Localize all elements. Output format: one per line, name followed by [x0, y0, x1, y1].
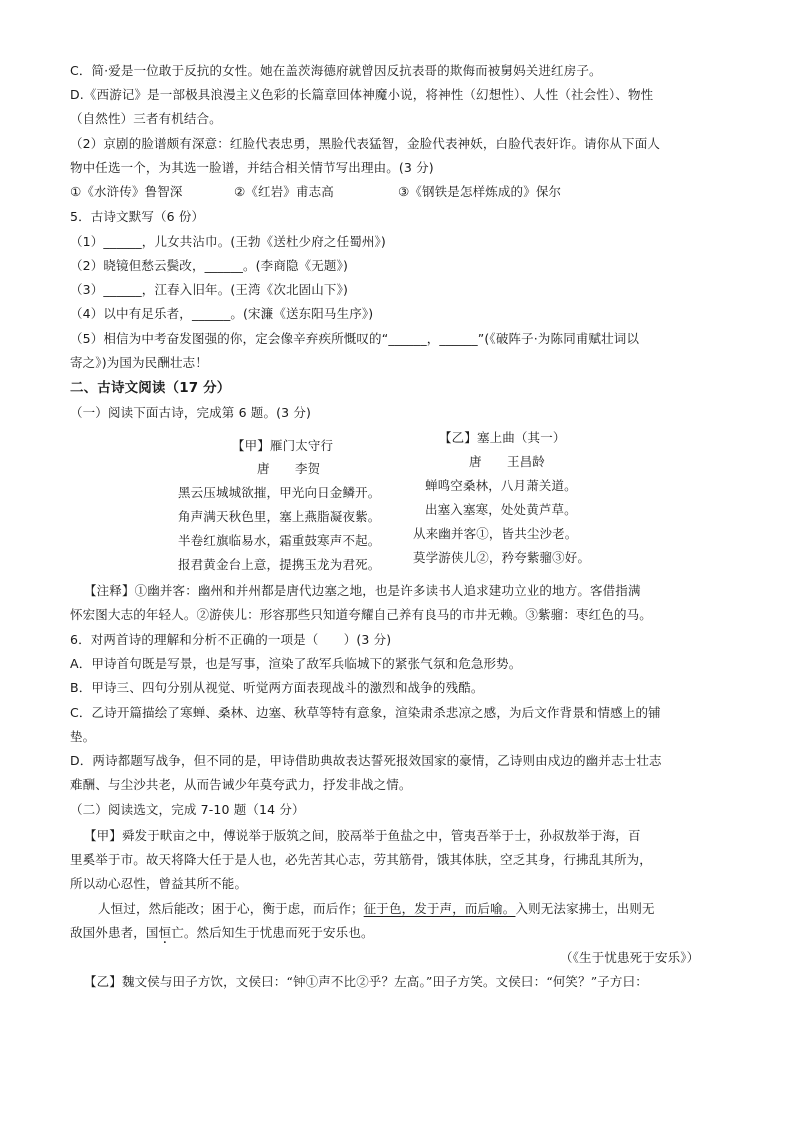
section-heading: 二、古诗文阅读（17 分）: [70, 380, 231, 396]
q5-line-5a: （5）相信为中考奋发图强的你，定会像辛弃疾所慨叹的“______，______”(《破阵子·为陈同甫赋壮词以: [70, 331, 640, 346]
poem-a-line: 黑云压城城欲摧，甲光向日金鳞开。: [178, 485, 381, 500]
q4-choice-3: ③《钢铁是怎样炼成的》保尔: [398, 184, 562, 199]
passage-a-line2: 里奚举于市。故天将降大任于是人也，必先苦其心志，劳其筋骨，饿其体肤，空乏其身，行拂乱其所为，: [70, 852, 652, 867]
q5-line-4: （4）以中有足乐者，______。(宋濂《送东阳马生序》): [70, 306, 374, 321]
note-line-1: 【注释】①幽并客：幽州和并州都是唐代边塞之地，也是许多读书人追求建功立业的地方。客借指满: [84, 583, 641, 598]
passage-a-text: 人恒过，然后能改；困于心，衡于虑，而后作；: [98, 901, 364, 916]
poem-b-line: 出塞入塞寒，处处黄芦草。: [425, 502, 577, 517]
poem-a-line: 报君黄金台上意，提携玉龙为君死。: [178, 557, 381, 572]
q6-option-c-line2: 垫。: [70, 729, 96, 744]
q5-title: 5．古诗文默写（6 份）: [70, 209, 205, 224]
q5-line-1: （1）______，儿女共沾巾。(王勃《送杜少府之任蜀州》): [70, 234, 386, 249]
section-sub-1: （一）阅读下面古诗，完成第 6 题。(3 分): [70, 405, 312, 420]
q4-option-c: C．简·爱是一位敢于反抗的女性。她在盖茨海德府就曾因反抗表哥的欺侮而被舅妈关进红房子。: [70, 63, 602, 78]
poem-a-title: 【甲】雁门太守行: [232, 438, 334, 453]
passage-a-text: 亡。然后知生于忧患而死于安乐也。: [171, 925, 374, 940]
q6-option-c-line1: C．乙诗开篇描绘了寒蝉、桑林、边塞、秋草等特有意象，渲染肃杀悲凉之感，为后文作背景和情感上的铺: [70, 705, 661, 720]
passage-a-para2-line2: [70, 925, 374, 941]
q4-part2-line1: （2）京剧的脸谱颇有深意：红脸代表忠勇，黑脸代表猛智，金脸代表神妖，白脸代表奸诈。请你从下面人: [70, 136, 661, 151]
poem-b-line: 蝉鸣空桑林，八月萧关道。: [425, 478, 577, 493]
poem-b-line: 莫学游侠儿②，矜夸紫骝③好。: [413, 550, 591, 565]
q6-option-a: A．甲诗首句既是写景，也是写事，渲染了敌军兵临城下的紧张气氛和危急形势。: [70, 656, 522, 671]
q5-line-2: （2）晓镜但愁云鬓改，______。(李商隐《无题》): [70, 258, 349, 273]
poem-a-author: 唐 李贺: [257, 461, 321, 476]
emphasis-dot-char: 恒: [158, 925, 172, 940]
q6-option-d-line1: D．两诗都题写战争，但不同的是，甲诗借助典故表达誓死报效国家的豪情，乙诗则由戍边的幽并志士壮志: [70, 753, 662, 768]
passage-a-text: 入则无法家拂士，出则无: [515, 901, 655, 916]
q5-line-5b: 寄之》)为国为民酬壮志！: [70, 355, 208, 370]
poem-b-line: 从来幽并客①，皆共尘沙老。: [413, 526, 578, 541]
q5-line-3: （3）______，江春入旧年。(王湾《次北固山下》): [70, 282, 349, 297]
note-line-2: 怀宏图大志的年轻人。②游侠儿：形容那些只知道夸耀自己养有良马的市井无赖。③紫骝：枣红色的马。: [70, 607, 652, 622]
q4-choice-2: ②《红岩》甫志高: [234, 184, 334, 199]
poem-b-title: 【乙】塞上曲（其一）: [439, 430, 566, 445]
q4-option-d-line1: D.《西游记》是一部极具浪漫主义色彩的长篇章回体神魔小说，将神性（幻想性）、人性（社会性）、物性: [70, 87, 654, 102]
poem-a-line: 半卷红旗临易水，霜重鼓寒声不起。: [178, 533, 381, 548]
poem-b-author: 唐 王昌龄: [469, 454, 545, 469]
q6-stem: 6．对两首诗的理解和分析不正确的一项是（ ）(3 分): [70, 632, 392, 647]
q4-choice-1: ①《水浒传》鲁智深: [70, 184, 183, 199]
passage-b-line1: 【乙】魏文侯与田子方饮，文侯曰：“钟①声不比②乎？左高。”田子方笑。文侯曰：“何笑？”子方曰：: [84, 974, 648, 989]
underlined-sentence: 征于色，发于声，而后喻。: [363, 901, 516, 916]
section-sub-2: （二）阅读选文，完成 7-10 题（14 分）: [70, 802, 305, 817]
q6-option-b: B．甲诗三、四句分别从视觉、听觉两方面表现战斗的激烈和战争的残酷。: [70, 680, 484, 695]
q4-part2-line2: 物中任选一个，为其选一脸谱，并结合相关情节写出理由。(3 分): [70, 160, 434, 175]
passage-a-line3: 所以动心忍性，曾益其所不能。: [70, 876, 248, 891]
poem-a-line: 角声满天秋色里，塞上燕脂凝夜紫。: [178, 509, 381, 524]
q4-option-d-line2: （自然性）三者有机结合。: [70, 111, 222, 126]
passage-a-line1: 【甲】舜发于畎亩之中，傅说举于版筑之间，胶鬲举于鱼盐之中，管夷吾举于士，孙叔敖举于海，百: [84, 828, 641, 843]
q6-option-d-line2: 难酬、与尘沙共老，从而告诫少年莫夸武力，抒发非战之情。: [70, 777, 412, 792]
passage-a-para2-line1: [98, 901, 655, 917]
passage-a-source: （《生于忧患死于安乐》）: [560, 950, 700, 965]
passage-a-text: 敌国外患者，国: [70, 925, 159, 940]
